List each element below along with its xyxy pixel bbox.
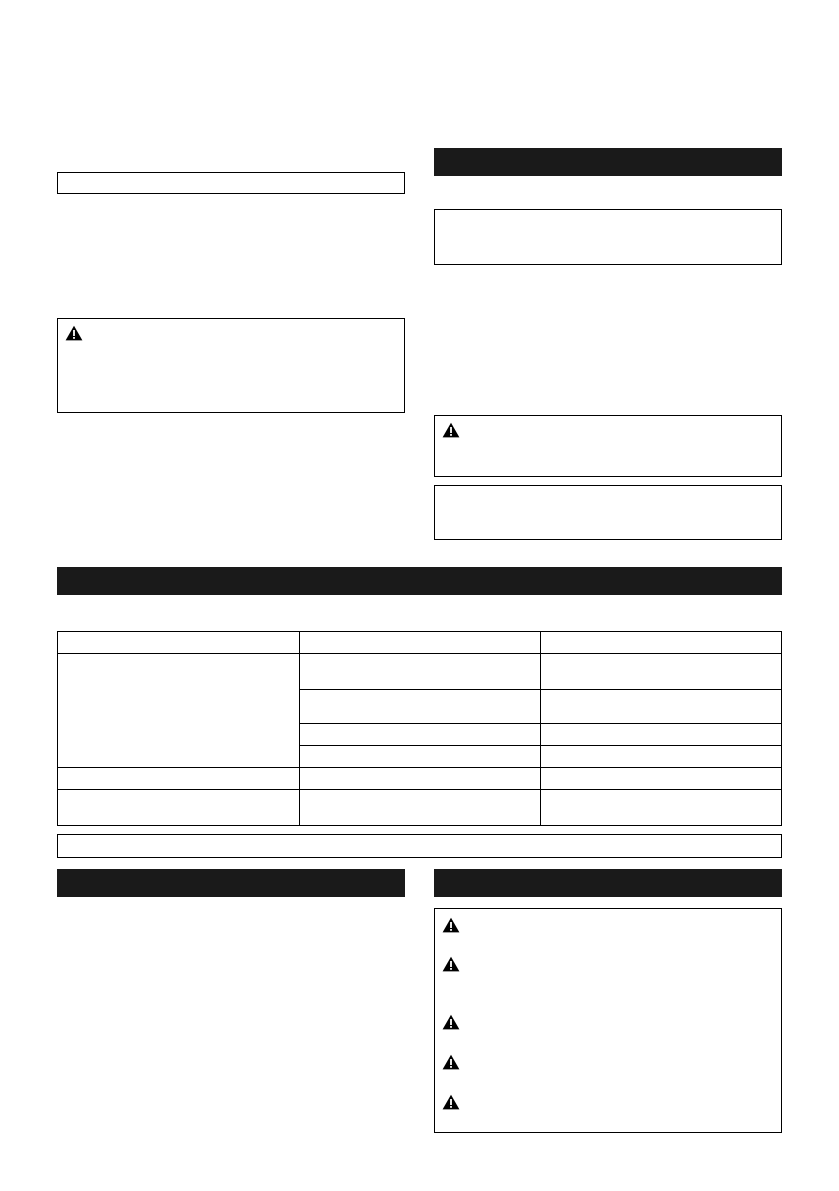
table-cell xyxy=(300,690,541,724)
caution-box-right xyxy=(434,415,782,477)
note-box-full xyxy=(57,834,782,858)
table-cell xyxy=(541,768,782,790)
note-box-right-top xyxy=(434,209,782,265)
section-heading-bar-right-bottom xyxy=(434,869,782,897)
table-cell xyxy=(58,790,300,826)
table-cell xyxy=(58,654,300,768)
table-cell xyxy=(300,790,541,826)
warning-triangle-icon xyxy=(442,956,460,972)
table-cell xyxy=(541,690,782,724)
warning-triangle-icon xyxy=(442,1014,460,1030)
table-row xyxy=(58,654,782,690)
table-row xyxy=(58,768,782,790)
specifications-table-wrapper xyxy=(57,631,782,826)
warning-triangle-icon xyxy=(442,422,460,438)
table-cell xyxy=(541,724,782,746)
warning-triangle-icon xyxy=(442,1094,460,1110)
table-cell xyxy=(300,746,541,768)
table-header-cell xyxy=(541,632,782,654)
warning-triangle-icon xyxy=(65,325,83,341)
table-cell xyxy=(541,746,782,768)
warning-triangle-icon xyxy=(442,1054,460,1070)
section-heading-bar-right-top xyxy=(434,148,782,176)
note-box-right-middle xyxy=(434,485,782,540)
table-row xyxy=(58,632,782,654)
table-cell xyxy=(58,768,300,790)
table-cell xyxy=(541,654,782,690)
table-row xyxy=(58,790,782,826)
table-cell xyxy=(541,790,782,826)
table-cell xyxy=(300,768,541,790)
caution-box-left xyxy=(57,318,405,413)
table-header-cell xyxy=(300,632,541,654)
warning-triangle-icon xyxy=(442,917,460,933)
table-header-cell xyxy=(58,632,300,654)
section-heading-bar-full xyxy=(57,567,782,595)
warning-list-box xyxy=(434,908,782,1133)
table-cell xyxy=(300,654,541,690)
table-cell xyxy=(300,724,541,746)
note-box-left-top xyxy=(57,172,405,194)
specifications-table xyxy=(57,631,782,826)
section-heading-bar-left-bottom xyxy=(57,869,405,897)
